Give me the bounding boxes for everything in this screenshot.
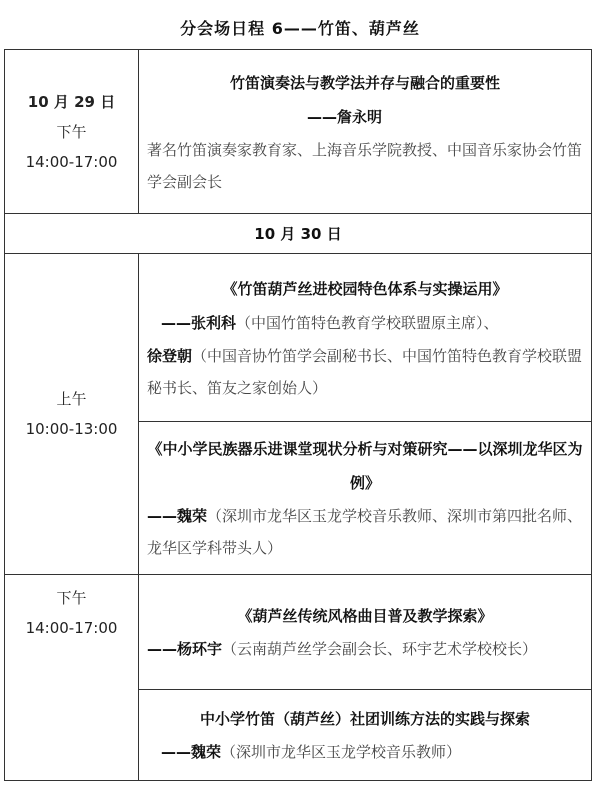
speaker-name: ——杨环宇 — [147, 640, 223, 658]
day2-date: 10 月 30 日 — [5, 214, 592, 254]
day1-date: 10 月 29 日 — [27, 92, 116, 111]
speaker-desc: （深圳市龙华区玉龙学校音乐教师） — [221, 743, 462, 761]
speaker-name: ——詹永明 — [307, 107, 383, 126]
day1-content-cell — [139, 50, 592, 214]
separator: 、 — [483, 313, 499, 332]
afternoon-talk1-cell — [139, 575, 592, 690]
day2-afternoon-time-cell — [5, 575, 139, 781]
day1-period: 下午 — [56, 122, 87, 141]
morning-talk1-cell — [139, 254, 592, 422]
speaker-desc: （深圳市龙华区玉龙学校音乐教师、深圳市第四批名师、龙华区学科带头人） — [147, 507, 583, 557]
morning-period: 上午 — [56, 390, 87, 408]
table-row — [5, 214, 592, 254]
table-row — [5, 575, 592, 690]
schedule-table — [4, 49, 592, 781]
table-row — [5, 254, 592, 422]
speaker-desc: （中国音协竹笛学会副秘书长、中国竹笛特色教育学校联盟秘书长、笛友之家创始人） — [147, 346, 583, 397]
speaker-name: ——张利科 — [161, 313, 237, 332]
speaker-desc: （云南葫芦丝学会副会长、环宇艺术学校校长） — [222, 640, 538, 658]
afternoon-time: 14:00-17:00 — [25, 619, 118, 637]
day2-morning-time-cell — [5, 254, 139, 575]
speaker-name: 徐登朝 — [147, 346, 193, 365]
speaker-desc: （中国竹笛特色教育学校联盟原主席） — [236, 313, 484, 332]
talk-title: 《葫芦丝传统风格曲目普及教学探索》 — [237, 607, 493, 625]
table-row — [5, 50, 592, 214]
morning-talk2-cell — [139, 422, 592, 575]
speaker-desc: 著名竹笛演奏家教育家、上海音乐学院教授、中国音乐家协会竹笛学会副会长 — [147, 140, 583, 191]
day1-time: 14:00-17:00 — [25, 152, 118, 171]
speaker-name: ——魏荣 — [161, 743, 222, 761]
speaker-name: ——魏荣 — [147, 507, 208, 525]
talk-title: 《中小学民族器乐进课堂现状分析与对策研究——以深圳龙华区为例》 — [147, 440, 583, 492]
talk-title: 中小学竹笛（葫芦丝）社团训练方法的实践与探索 — [199, 710, 530, 728]
day1-time-cell — [5, 50, 139, 214]
morning-time: 10:00-13:00 — [25, 420, 118, 438]
afternoon-talk2-cell — [139, 690, 592, 781]
talk-title: 竹笛演奏法与教学法并存与融合的重要性 — [229, 73, 500, 92]
page-title: 分会场日程 6——竹笛、葫芦丝 — [180, 19, 420, 38]
talk-title: 《竹笛葫芦丝进校园特色体系与实操运用》 — [222, 279, 508, 298]
afternoon-period: 下午 — [56, 589, 87, 607]
